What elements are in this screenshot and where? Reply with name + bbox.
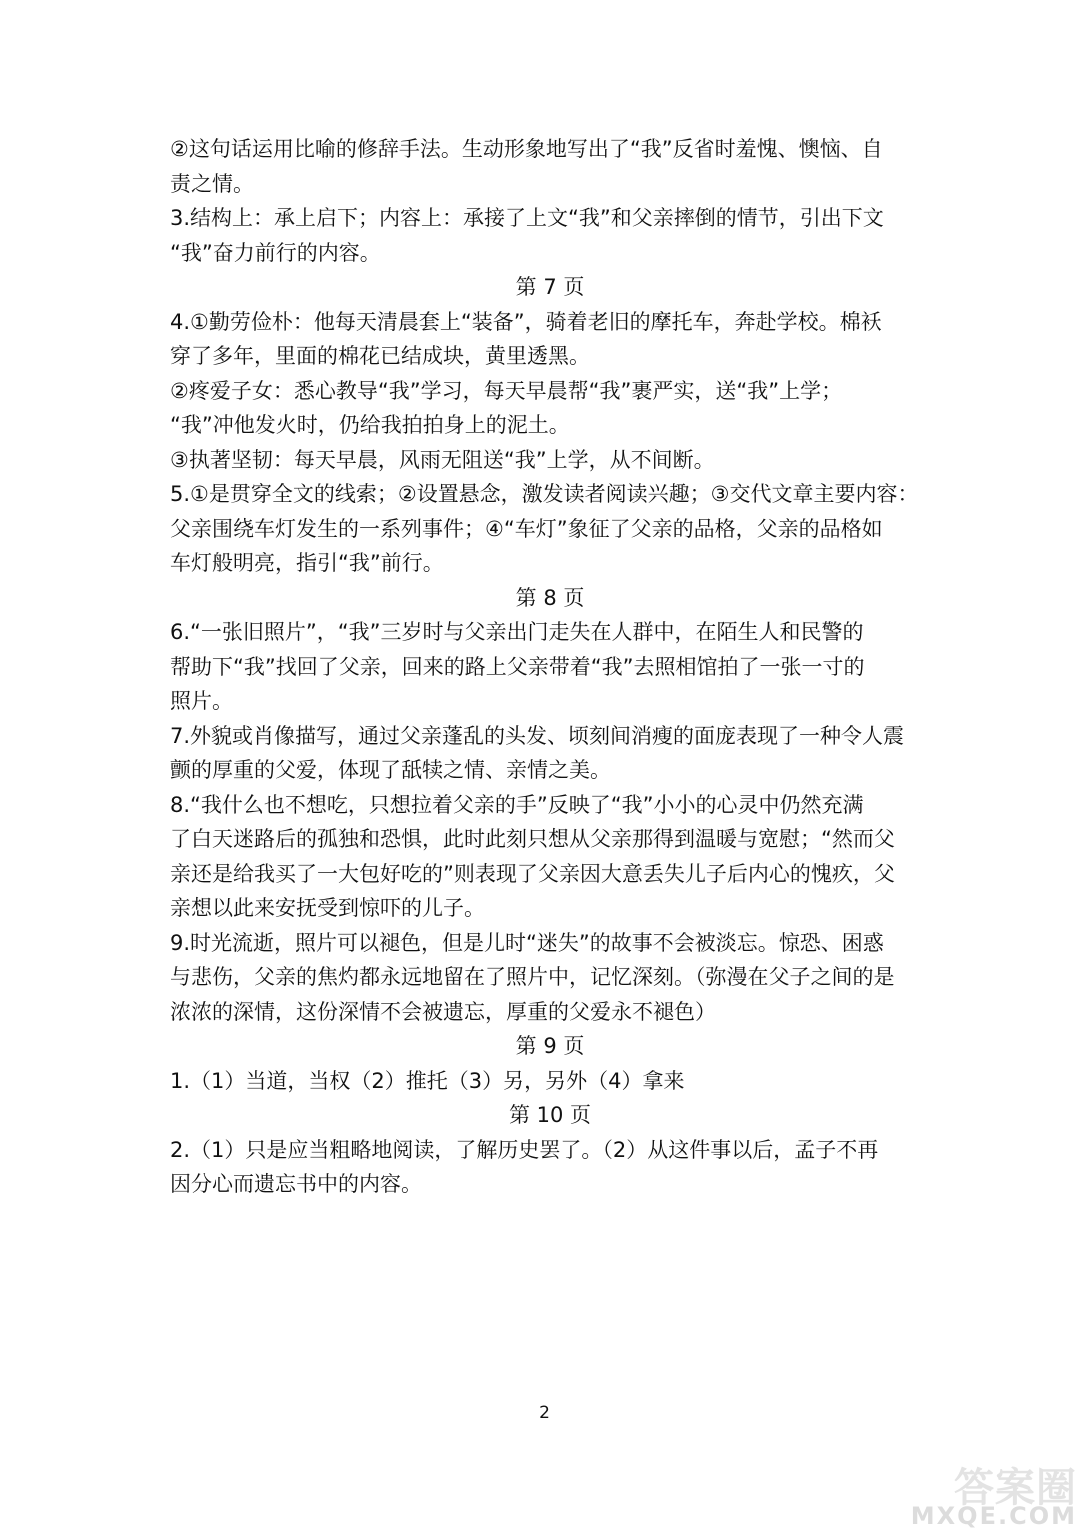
section-page-7: [170, 270, 930, 581]
section-heading: 第 8 页: [515, 585, 585, 610]
page-number: 2: [539, 1403, 550, 1423]
text-line: 亲想以此来安抚受到惊吓的儿子。: [170, 896, 485, 920]
text-line: 6.“一张旧照片”，“我”三岁时与父亲出门走失在人群中，在陌生人和民警的: [170, 620, 864, 644]
text-line: ②这句话运用比喻的修辞手法。生动形象地写出了“我”反省时羞愧、懊恼、自: [170, 137, 883, 161]
text-line: ②疼爱子女：悉心教导“我”学习，每天早晨帮“我”裹严实，送“我”上学；: [170, 378, 843, 403]
text-line: 因分心而遗忘书中的内容。: [170, 1172, 422, 1196]
watermark-bottom-text: MXQE.COM: [910, 1502, 1077, 1530]
text-line: 1.（1）当道，当权（2）推托（3）另，另外（4）拿来: [170, 1068, 685, 1093]
document-body: [170, 132, 930, 1202]
text-line: 7.外貌或肖像描写，通过父亲蓬乱的头发、顷刻间消瘦的面庞表现了一种令人震: [170, 723, 905, 748]
text-line: 4.①勤劳俭朴：他每天清晨套上“装备”，骑着老旧的摩托车，奔赴学校。棉袄: [170, 309, 882, 334]
answer-block-continued: [170, 132, 930, 270]
text-line: 9.时光流逝，照片可以褪色，但是儿时“迷失”的故事不会被淡忘。惊恐、困惑: [170, 930, 884, 955]
text-line: 车灯般明亮，指引“我”前行。: [170, 551, 444, 575]
text-line: 照片。: [170, 689, 233, 713]
text-line: 5.①是贯穿全文的线索；②设置悬念，激发读者阅读兴趣；③交代文章主要内容：: [170, 482, 919, 506]
text-line: 帮助下“我”找回了父亲，回来的路上父亲带着“我”去照相馆拍了一张一寸的: [170, 654, 865, 679]
text-line: ③执著坚韧：每天早晨，风雨无阻送“我”上学，从不间断。: [170, 447, 715, 472]
text-line: “我”冲他发火时，仍给我拍拍身上的泥土。: [170, 413, 570, 437]
section-heading: 第 10 页: [508, 1103, 592, 1127]
section-page-10: [170, 1098, 930, 1202]
text-line: 亲还是给我买了一大包好吃的”则表现了父亲因大意丢失儿子后内心的愧疚，父: [170, 861, 895, 886]
text-line: 颤的厚重的父爱，体现了舐犊之情、亲情之美。: [170, 758, 611, 782]
text-line: 2.（1）只是应当粗略地阅读，了解历史罢了。（2）从这件事以后，孟子不再: [170, 1137, 879, 1162]
section-page-9: [170, 1029, 930, 1098]
text-line: 8.“我什么也不想吃，只想拉着父亲的手”反映了“我”小小的心灵中仍然充满: [170, 792, 864, 817]
section-heading: 第 9 页: [515, 1034, 585, 1058]
text-line: 了白天迷路后的孤独和恐惧，此时此刻只想从父亲那得到温暖与宽慰；“然而父: [170, 827, 895, 851]
text-line: “我”奋力前行的内容。: [170, 240, 381, 265]
section-heading: 第 7 页: [515, 275, 585, 299]
section-page-8: [170, 581, 930, 1030]
text-line: 责之情。: [170, 171, 254, 196]
watermark-logo: [910, 1456, 1081, 1530]
text-line: 父亲围绕车灯发生的一系列事件；④“车灯”象征了父亲的品格，父亲的品格如: [170, 516, 883, 541]
text-line: 与悲伤，父亲的焦灼都永远地留在了照片中，记忆深刻。（弥漫在父子之间的是: [170, 965, 895, 989]
watermark-top-text: 答案圈: [954, 1465, 1077, 1511]
text-line: 穿了多年，里面的棉花已结成块，黄里透黑。: [170, 344, 590, 368]
text-line: 3.结构上：承上启下；内容上：承接了上文“我”和父亲摔倒的情节，引出下文: [170, 206, 884, 230]
text-line: 浓浓的深情，这份深情不会被遗忘，厚重的父爱永不褪色）: [170, 999, 716, 1024]
